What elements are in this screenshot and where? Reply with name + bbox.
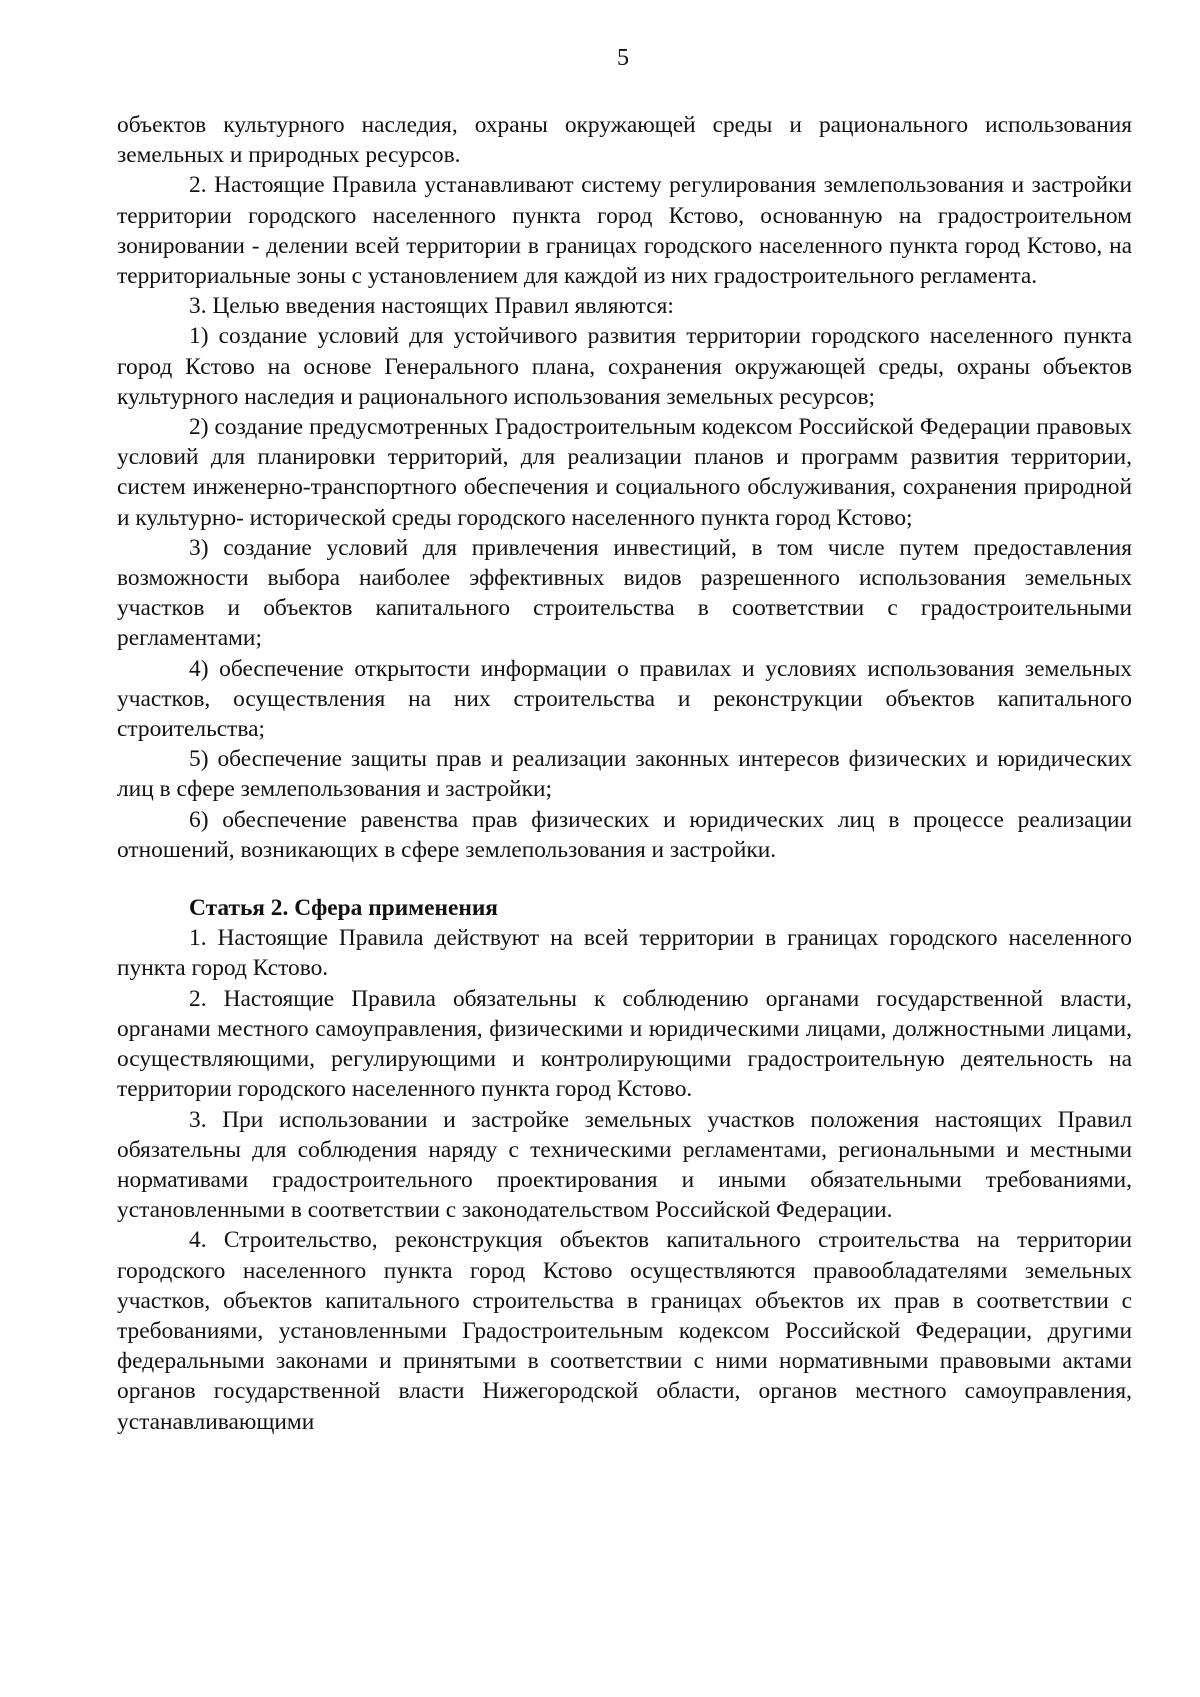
page-number: 5: [617, 45, 629, 71]
document-body: [117, 110, 1132, 1437]
paragraph: 3. При использовании и застройке земельных участков положения настоящих Правил обязательны для соблюдения наряду с техническими регламентами, региональными и местными нормативами градостроительного проектирования и иными обязательными требованиями, установленными в соответствии с законодательством Российской Федерации.: [117, 1106, 1132, 1224]
list-item: 6) обеспечение равенства прав физических и юридических лиц в процессе реализации отношений, возникающих в сфере землепользования и застройки.: [117, 806, 1132, 863]
list-item: 1) создание условий для устойчивого развития территории городского населенного пункта город Кстово на основе Генерального плана, сохранения окружающей среды, охраны объектов культурного наследия и рационального использования земельных ресурсов;: [117, 323, 1132, 410]
paragraph: 3. Целью введения настоящих Правил являются:: [189, 293, 674, 320]
list-item: 5) обеспечение защиты прав и реализации законных интересов физических и юридических лиц в сфере землепользования и застройки;: [117, 746, 1132, 803]
paragraph: 4. Строительство, реконструкция объектов капитального строительства на территории городского населенного пункта город Кстово осуществляются правообладателями земельных участков, объектов капитального строительства в границах объектов их прав в соответствии с требованиями, установленными Градостроительным кодексом Российской Федерации, другими федеральными законами и принятыми в соответствии с ними нормативными правовыми актами органов государственной власти Нижегородской области, органов местного самоуправления, устанавливающими: [117, 1227, 1132, 1435]
paragraph: 2. Настоящие Правила устанавливают систему регулирования землепользования и застройки территории городского населенного пункта город Кстово, основанную на градостроительном зонировании - делении всей территории в границах городского населенного пункта город Кстово, на территориальные зоны с установлением для каждой из них градостроительного регламента.: [117, 172, 1132, 290]
list-item: 4) обеспечение открытости информации о правилах и условиях использования земельных участков, осуществления на них строительства и реконструкции объектов капитального строительства;: [117, 655, 1132, 743]
article-heading: Статья 2. Сфера применения: [189, 895, 498, 922]
paragraph: 1. Настоящие Правила действуют на всей территории в границах городского населенного пункта город Кстово.: [117, 925, 1132, 982]
list-item: 3) создание условий для привлечения инвестиций, в том числе путем предоставления возможности выбора наиболее эффективных видов разрешенного использования земельных участков и объектов капитального строительства в соответствии с градостроительными регламентами;: [117, 534, 1132, 652]
list-item: 2) создание предусмотренных Градостроительным кодексом Российской Федерации правовых условий для планировки территорий, для реализации планов и программ развития территории, систем инженерно-транспортного обеспечения и социального обслуживания, сохранения природной и культурно- исторической среды городского населенного пункта город Кстово;: [117, 414, 1132, 531]
paragraph: 2. Настоящие Правила обязательны к соблюдению органами государственной власти, органами местного самоуправления, физическими и юридическими лицами, должностными лицами, осуществляющими, регулирующими и контролирующими градостроительную деятельность на территории городского населенного пункта город Кстово.: [117, 985, 1132, 1103]
paragraph-continued: объектов культурного наследия, охраны окружающей среды и рационального использования земельных и природных ресурсов.: [117, 112, 1132, 169]
